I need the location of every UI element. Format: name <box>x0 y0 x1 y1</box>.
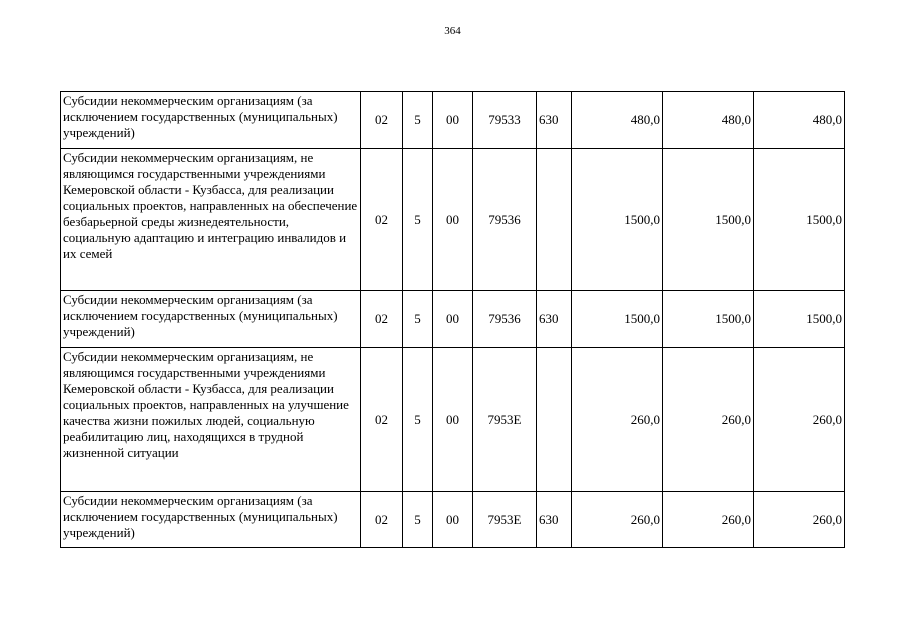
target-code: 79536 <box>473 291 537 348</box>
amount-year-2: 1500,0 <box>663 291 754 348</box>
section-code: 02 <box>361 149 403 291</box>
table-row <box>61 92 845 149</box>
subsection-code: 5 <box>403 149 433 291</box>
program-code: 00 <box>433 348 473 492</box>
table-row <box>61 149 845 291</box>
row-description: Субсидии некоммерческим организациям, не являющимся государственными учреждениями Кемеровской области - Кузбасса, для реализации социальных проектов, направленных на обеспечение безбарьерной среды жизнедеятельности, социальную адаптацию и интеграцию инвалидов и их семей <box>61 149 361 291</box>
amount-year-3: 260,0 <box>754 492 845 548</box>
table-row <box>61 291 845 348</box>
target-code: 79533 <box>473 92 537 149</box>
row-description: Субсидии некоммерческим организациям, не являющимся государственными учреждениями Кемеровской области - Кузбасса, для реализации социальных проектов, направленных на улучшение качества жизни пожилых людей, социальную реабилитацию лиц, находящихся в трудной жизненной ситуации <box>61 348 361 492</box>
amount-year-2: 260,0 <box>663 348 754 492</box>
target-code: 7953E <box>473 492 537 548</box>
amount-year-3: 480,0 <box>754 92 845 149</box>
section-code: 02 <box>361 291 403 348</box>
expense-type-code <box>537 348 572 492</box>
amount-year-1: 1500,0 <box>572 149 663 291</box>
amount-year-1: 1500,0 <box>572 291 663 348</box>
amount-year-1: 260,0 <box>572 348 663 492</box>
program-code: 00 <box>433 291 473 348</box>
budget-table <box>60 91 845 548</box>
amount-year-1: 480,0 <box>572 92 663 149</box>
amount-year-3: 1500,0 <box>754 149 845 291</box>
target-code: 79536 <box>473 149 537 291</box>
section-code: 02 <box>361 348 403 492</box>
row-description: Субсидии некоммерческим организациям (за исключением государственных (муниципальных) учреждений) <box>61 92 361 149</box>
subsection-code: 5 <box>403 348 433 492</box>
amount-year-1: 260,0 <box>572 492 663 548</box>
amount-year-3: 260,0 <box>754 348 845 492</box>
table-row <box>61 492 845 548</box>
expense-type-code: 630 <box>537 92 572 149</box>
amount-year-3: 1500,0 <box>754 291 845 348</box>
row-description: Субсидии некоммерческим организациям (за исключением государственных (муниципальных) учреждений) <box>61 492 361 548</box>
program-code: 00 <box>433 92 473 149</box>
program-code: 00 <box>433 149 473 291</box>
target-code: 7953E <box>473 348 537 492</box>
section-code: 02 <box>361 92 403 149</box>
amount-year-2: 480,0 <box>663 92 754 149</box>
table-row <box>61 348 845 492</box>
program-code: 00 <box>433 492 473 548</box>
subsection-code: 5 <box>403 92 433 149</box>
expense-type-code: 630 <box>537 291 572 348</box>
expense-type-code: 630 <box>537 492 572 548</box>
amount-year-2: 260,0 <box>663 492 754 548</box>
section-code: 02 <box>361 492 403 548</box>
row-description: Субсидии некоммерческим организациям (за исключением государственных (муниципальных) учреждений) <box>61 291 361 348</box>
subsection-code: 5 <box>403 492 433 548</box>
expense-type-code <box>537 149 572 291</box>
subsection-code: 5 <box>403 291 433 348</box>
page-number: 364 <box>444 25 461 37</box>
amount-year-2: 1500,0 <box>663 149 754 291</box>
